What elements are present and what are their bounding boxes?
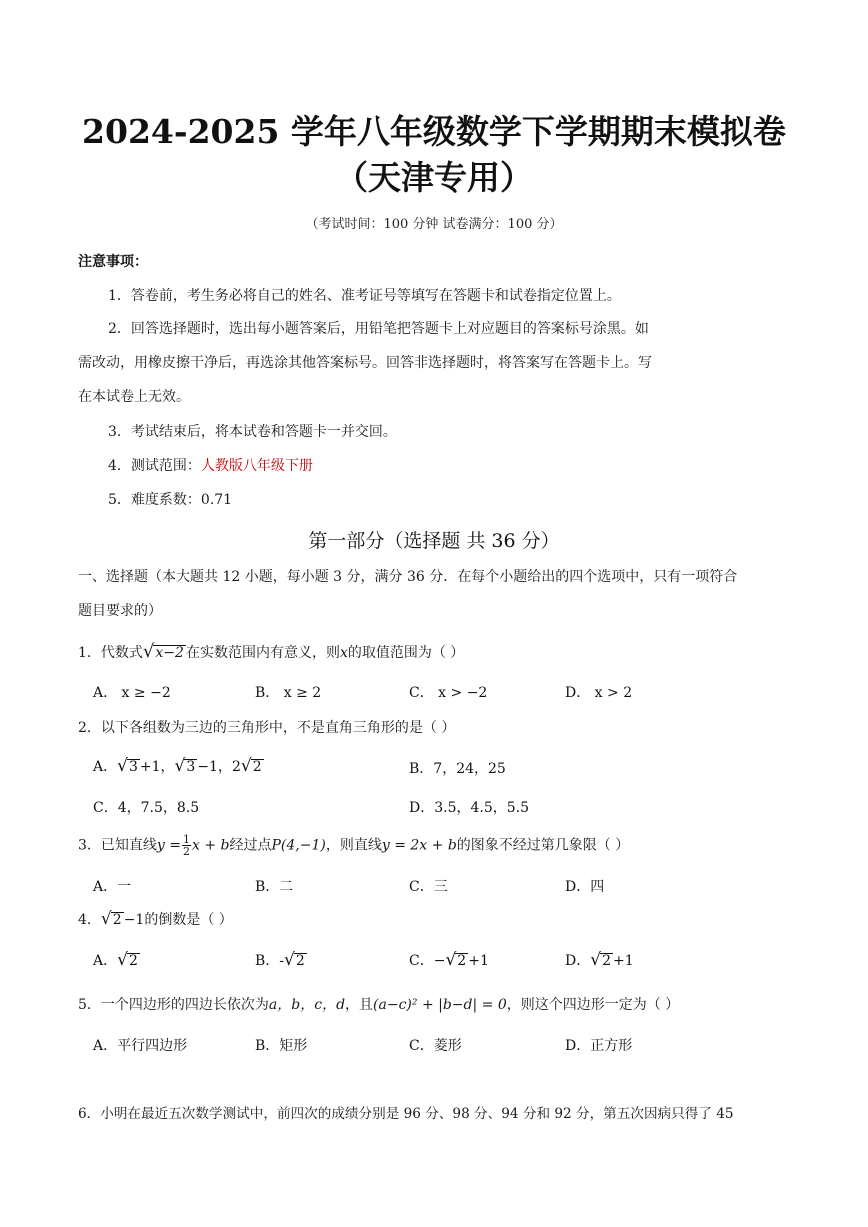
notice-label: 注意事项： (78, 254, 148, 270)
q3-frac-num: 1 (183, 833, 191, 846)
q1-radicand: x−2 (155, 645, 184, 661)
q2-option-b[interactable]: B．7，24，25 (409, 761, 506, 777)
q1-var: x (339, 645, 348, 661)
q5-expr: (a−c)² + |b−d| = 0 (373, 997, 507, 1013)
q5-option-a[interactable]: A．平行四边形 (93, 1038, 188, 1054)
q4-option-a[interactable]: A．√2 (93, 950, 138, 970)
q4-option-d[interactable]: D．√2 +1 (565, 950, 634, 970)
notice-item-4 (108, 455, 313, 475)
q4-b-root: 2 (295, 953, 305, 969)
q2-a-coef: 2 (231, 759, 241, 775)
q3-option-b[interactable]: B．二 (255, 879, 294, 895)
instructions-line-2: 题目要求的） (78, 603, 162, 619)
q4-tail: −1 (123, 912, 145, 928)
q4-prefix: 4． (78, 912, 101, 928)
q5-option-d[interactable]: D．正方形 (565, 1038, 633, 1054)
q4-option-d-label: D． (565, 953, 591, 969)
q4-option-c-label: C．− (409, 953, 446, 969)
exam-title: 2024-2025 学年八年级数学下学期期末模拟卷 (82, 112, 786, 151)
question-6-line-1: 6．小明在最近五次数学测试中，前四次的成绩分别是 96 分、98 分、94 分和 92 分，第五次因病只得了 45 (78, 1106, 734, 1122)
notice-item-4-prefix: 4．测试范围： (108, 458, 201, 474)
q5-suffix: ，则这个四边形一定为（ ） (506, 997, 680, 1013)
instructions-line-1: 一、选择题（本大题共 12 小题，每小题 3 分，满分 36 分．在每个小题给出的四个选项中，只有一项符合 (78, 569, 738, 585)
q4-d-root: 2 (602, 953, 611, 969)
question-5-stem (78, 994, 679, 1014)
notice-item-1: 1．答卷前，考生务必将自己的姓名、准考证号等填写在答题卡和试卷指定位置上。 (108, 288, 621, 304)
q1-option-c[interactable]: C． x > −2 (409, 685, 488, 701)
q1-prefix: 1．代数式 (78, 645, 143, 661)
exam-info: （考试时间：100 分钟 试卷满分：100 分） (305, 217, 563, 232)
q2-a-root-2: 3 (186, 759, 196, 775)
q3-eq1-lhs: y = (156, 837, 182, 854)
test-scope: 人教版八年级下册 (200, 458, 313, 474)
q2-option-a-label: A． (93, 759, 118, 775)
q4-d-tail: +1 (613, 953, 634, 969)
notice-item-5: 5．难度系数：0.71 (108, 492, 233, 508)
q2-a-term-1: +1， (139, 759, 175, 775)
q3-frac-den: 2 (183, 845, 191, 858)
q2-a-root-1: 3 (128, 759, 138, 775)
section-title: 第一部分（选择题 共 36 分） (308, 530, 560, 552)
q4-option-b-label: B．- (255, 953, 285, 969)
q2-option-c[interactable]: C．4，7.5，8.5 (93, 800, 200, 816)
q5-prefix: 5．一个四边形的四边长依次为 (78, 997, 269, 1013)
q2-option-d[interactable]: D．3.5，4.5，5.5 (409, 800, 530, 816)
q1-suffix-a: 在实数范围内有意义，则 (185, 645, 340, 661)
question-2-stem: 2．以下各组数为三边的三角形中，不是直角三角形的是（ ） (78, 720, 456, 736)
q5-mid: ，且 (345, 997, 374, 1013)
q3-point: P(4,−1) (271, 837, 326, 854)
q4-option-a-label: A． (93, 953, 118, 969)
q3-option-c[interactable]: C．三 (409, 879, 448, 895)
notice-item-3: 3．考试结束后，将本试卷和答题卡一并交回。 (108, 424, 397, 440)
notice-item-2-line-1: 2．回答选择题时，选出每小题答案后，用铅笔把答题卡上对应题目的答案标号涂黑。如 (108, 321, 649, 337)
q3-fraction (182, 834, 191, 857)
q5-vars: a，b，c，d (268, 997, 346, 1013)
q4-c-tail: +1 (468, 953, 489, 969)
q1-option-d[interactable]: D． x > 2 (565, 685, 633, 701)
q4-a-root: 2 (128, 953, 138, 969)
q2-a-term-2: −1， (197, 759, 232, 775)
q5-option-c[interactable]: C．菱形 (409, 1038, 462, 1054)
exam-subtitle: （天津专用） (335, 158, 533, 197)
q2-option-a[interactable]: A．√3 +1，√3 −1，2√2 (93, 756, 262, 776)
notice-item-2-line-2: 需改动，用橡皮擦干净后，再选涂其他答案标号。回答非选择题时，将答案写在答题卡上。写 (78, 355, 652, 371)
q1-suffix-b: 的取值范围为（ ） (347, 645, 465, 661)
q4-radicand: 2 (112, 912, 122, 928)
q3-option-a[interactable]: A．一 (93, 879, 132, 895)
q2-a-root-3: 2 (252, 759, 262, 775)
q3-suffix: 的图象不经过第几象限（ ） (456, 837, 630, 854)
question-4-stem: 4．√2 −1的倒数是（ ） (78, 909, 233, 929)
q1-option-a[interactable]: A． x ≥ −2 (93, 685, 171, 701)
q3-option-d[interactable]: D．四 (565, 879, 605, 895)
q4-c-root: 2 (457, 953, 467, 969)
q3-mid2: ，则直线 (325, 837, 382, 854)
q3-eq2: y = 2x + b (381, 837, 457, 854)
q1-option-b[interactable]: B． x ≥ 2 (255, 685, 322, 701)
q4-suffix: 的倒数是（ ） (144, 912, 233, 928)
q4-option-c[interactable]: C．−√2 +1 (409, 950, 489, 970)
question-1-stem: 1．代数式√x−2 在实数范围内有意义，则x的取值范围为（ ） (78, 641, 465, 662)
question-3-stem (78, 834, 629, 857)
q3-eq1-rhs: x + b (192, 837, 230, 854)
notice-item-2-line-3: 在本试卷上无效。 (78, 389, 190, 405)
q3-mid: 经过点 (229, 837, 272, 854)
q5-option-b[interactable]: B．矩形 (255, 1038, 308, 1054)
q3-prefix: 3．已知直线 (78, 837, 157, 854)
q4-option-b[interactable]: B．-√2 (255, 950, 305, 970)
